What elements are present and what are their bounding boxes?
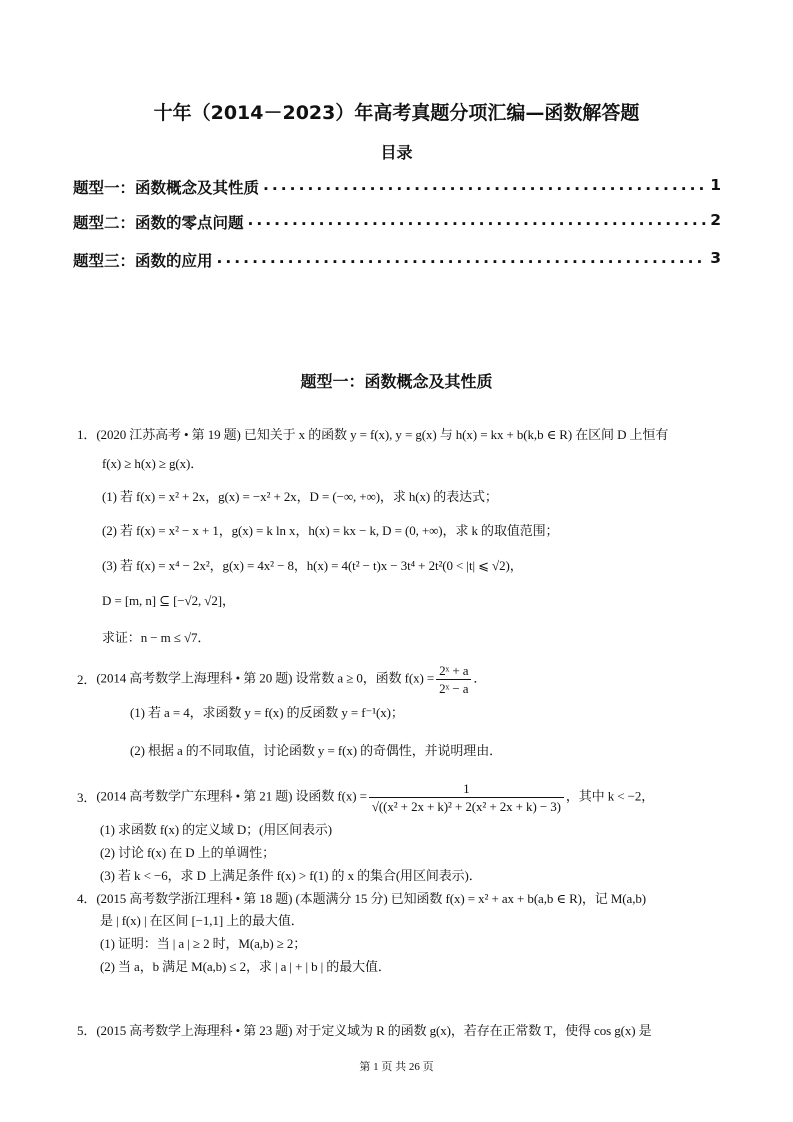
toc-label: 题型二：函数的零点问题 (73, 214, 244, 232)
fraction-numerator: 1 (369, 780, 564, 798)
toc-leader (217, 249, 707, 271)
question-5 (77, 1022, 739, 1044)
question-text-part: (2014 高考数学上海理科 • 第 20 题) 设常数 a ≥ 0，函数 f(x) = (96, 670, 435, 686)
fraction-denominator: √((x² + 2x + k)² + 2(x² + 2x + k) − 3) (371, 799, 561, 814)
question-part: D = [m, n] ⊆ [−√2, √2]， (102, 593, 235, 608)
question-part-line (77, 592, 739, 629)
question-part-line (77, 867, 739, 890)
question-text: (2020 江苏高考 • 第 19 题) 已知关于 x 的函数 y = f(x), y = g(x) 与 h(x) = kx + b(k,b ∈ R) 在区间 D 上恒有 (96, 427, 669, 442)
question-part-line (77, 488, 739, 522)
question-3 (77, 774, 739, 821)
question-part-line (77, 844, 739, 867)
question-part-line (77, 522, 739, 557)
question-part: (2) 根据 a 的不同取值，讨论函数 y = f(x) 的奇偶性，并说明理由． (130, 743, 502, 758)
fraction-numerator: 2ˣ + a (436, 662, 471, 680)
question-part-line (77, 704, 739, 742)
question-number: 3． (77, 789, 97, 805)
toc-item[interactable] (73, 211, 721, 233)
question-text-part: (2014 高考数学广东理科 • 第 21 题) 设函数 f(x) = (96, 788, 367, 804)
question-part: (1) 证明：当 | a | ≥ 2 时，M(a,b) ≥ 2； (100, 936, 307, 951)
question-part: (1) 若 f(x) = x² + 2x，g(x) = −x² + 2x，D = (−∞, +∞)，求 h(x) 的表达式； (102, 489, 498, 504)
toc-item[interactable] (73, 176, 721, 198)
question-text-line (77, 912, 739, 935)
fraction (369, 780, 564, 815)
question-part: 求证：n − m ≤ √7． (102, 630, 211, 645)
document-title: 十年（2014－2023）年高考真题分项汇编—函数解答题 (153, 102, 640, 124)
toc-leader (248, 211, 707, 233)
question-1 (77, 426, 739, 455)
question-text (96, 662, 739, 697)
toc-leader (263, 176, 706, 198)
question-part-line (77, 742, 739, 774)
question-number: 4． (77, 891, 97, 906)
fraction (436, 662, 471, 697)
question-part: (2) 若 f(x) = x² − x + 1，g(x) = k ln x，h(x) = kx − k, D = (0, +∞)，求 k 的取值范围； (102, 523, 559, 538)
toc-page: 2 (710, 211, 721, 229)
question-text: 是 | f(x) | 在区间 [−1,1] 上的最大值． (100, 913, 304, 928)
question-text: f(x) ≥ h(x) ≥ g(x)． (102, 456, 204, 471)
page-footer: 第 1 页 共 26 页 (359, 1061, 434, 1073)
section-title: 题型一：函数概念及其性质 (300, 372, 493, 391)
question-part: (3) 若 k < −6，求 D 上满足条件 f(x) > f(1) 的 x 的集合(用区间表示)． (100, 868, 482, 883)
toc-item[interactable] (73, 249, 721, 271)
question-text (96, 780, 739, 815)
question-part: (2) 讨论 f(x) 在 D 上的单调性； (100, 845, 276, 860)
question-part-line (77, 958, 739, 1022)
question-2 (77, 655, 739, 704)
toc-heading: 目录 (380, 143, 413, 162)
question-4 (77, 890, 739, 912)
toc-page: 1 (710, 176, 721, 194)
question-part-line (77, 935, 739, 958)
question-part-line (77, 821, 739, 844)
questions-list (77, 426, 739, 1044)
question-number: 5． (77, 1023, 97, 1038)
question-text-part: ． (473, 670, 487, 686)
question-part-line (77, 557, 739, 592)
question-text: (2015 高考数学上海理科 • 第 23 题) 对于定义域为 R 的函数 g(x)，若存在正常数 T，使得 cos g(x) 是 (96, 1023, 652, 1038)
question-part-line (77, 629, 739, 655)
question-text-part: ，其中 k < −2， (565, 788, 655, 804)
question-text-line (77, 455, 739, 488)
toc-label: 题型三：函数的应用 (73, 252, 213, 270)
question-part: (3) 若 f(x) = x⁴ − 2x²，g(x) = 4x² − 8，h(x) = 4(t² − t)x − 3t⁴ + 2t²(0 < |t| ⩽ √2)， (102, 558, 523, 573)
question-part: (1) 若 a = 4，求函数 y = f(x) 的反函数 y = f⁻¹(x)； (130, 705, 404, 720)
toc-label: 题型一：函数概念及其性质 (73, 179, 260, 197)
question-text: (2015 高考数学浙江理科 • 第 18 题) (本题满分 15 分) 已知函数 f(x) = x² + ax + b(a,b ∈ R)，记 M(a,b) (96, 891, 646, 906)
fraction-denominator: 2ˣ − a (439, 681, 469, 696)
question-part: (2) 当 a，b 满足 M(a,b) ≤ 2，求 | a | + | b | 的最大值． (100, 959, 391, 974)
question-part: (1) 求函数 f(x) 的定义域 D；(用区间表示) (100, 822, 332, 837)
question-number: 1． (77, 427, 97, 442)
question-number: 2． (77, 671, 97, 687)
toc-page: 3 (710, 249, 721, 267)
